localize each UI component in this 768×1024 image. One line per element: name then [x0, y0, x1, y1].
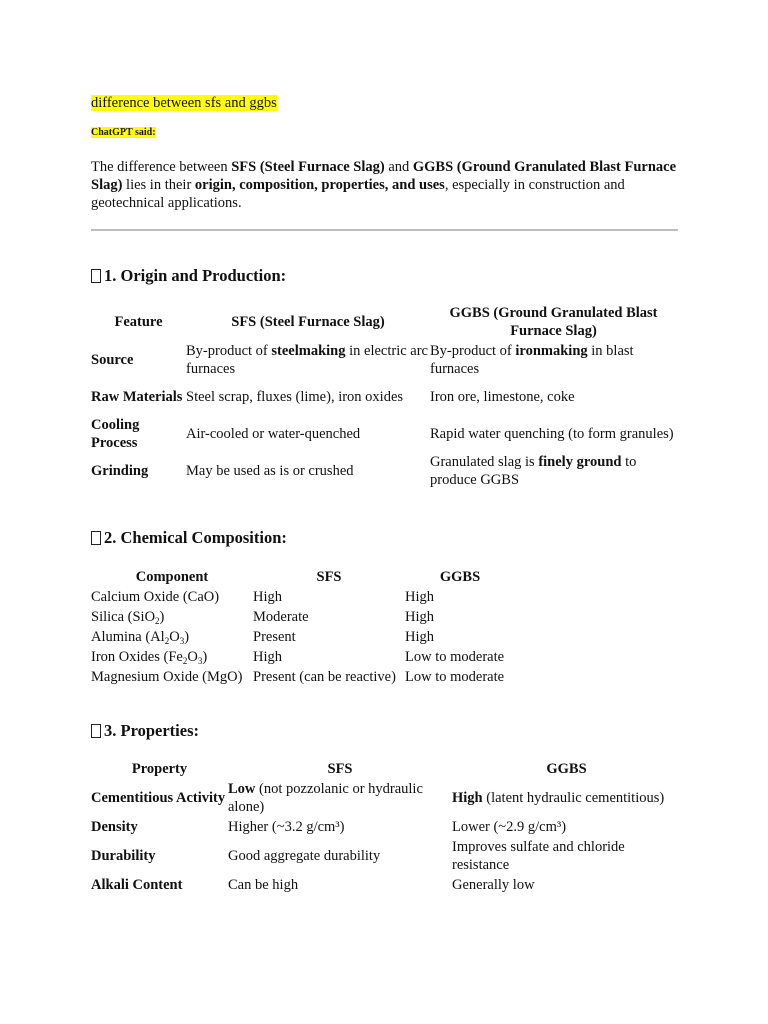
ggbs-cell — [430, 341, 677, 378]
sfs-cell: High — [253, 649, 282, 665]
prompt-text: difference between sfs and ggbs — [91, 95, 277, 111]
cell-bold: steelmaking — [271, 342, 346, 359]
sfs-cell: Present — [253, 629, 296, 645]
sfs-cell: High — [253, 589, 282, 605]
row-label: Alkali Content — [91, 877, 183, 893]
sfs-cell: Good aggregate durability — [228, 848, 381, 864]
cell-text: in blast furnaces — [430, 342, 634, 377]
row-label: Density — [91, 819, 138, 835]
table-header-row — [91, 567, 515, 587]
table-row — [91, 627, 515, 647]
cell-text: O — [169, 629, 180, 645]
cell-bold: Low — [228, 781, 256, 797]
row-label: Grinding — [91, 462, 149, 479]
cell-text: ) — [202, 649, 208, 665]
intro-text: lies in their — [122, 177, 195, 193]
row-label: Cementitious Activity — [91, 790, 226, 806]
table-row — [91, 452, 677, 489]
missing-glyph-icon — [91, 724, 101, 738]
ggbs-cell: High — [405, 629, 434, 645]
table-row — [91, 779, 681, 817]
ggbs-cell: Rapid water quenching (to form granules) — [430, 425, 674, 442]
row-label: Source — [91, 351, 134, 368]
ggbs-cell: Low to moderate — [405, 669, 505, 685]
sfs-cell: May be used as is or crushed — [186, 462, 354, 479]
row-label: Cooling Process — [91, 416, 140, 451]
component-cell: Calcium Oxide (CaO) — [91, 589, 220, 605]
ggbs-cell: Generally low — [452, 877, 535, 893]
header-ggbs: GGBS — [546, 761, 587, 777]
user-prompt — [91, 94, 277, 112]
header-property: Property — [131, 761, 188, 777]
cell-text: By-product of — [430, 342, 516, 359]
table-row — [91, 341, 677, 378]
table-row — [91, 647, 515, 667]
ggbs-cell — [452, 779, 681, 817]
component-cell — [91, 647, 253, 667]
table-header-row — [91, 303, 677, 341]
table-row — [91, 415, 677, 452]
cell-text: O — [187, 649, 198, 665]
cell-text: (latent hydraulic cementitious) — [482, 790, 665, 806]
cell-text: to produce GGBS — [430, 453, 637, 488]
origin-table — [91, 303, 677, 489]
cell-text: ) — [159, 609, 165, 625]
cell-text: (not pozzolanic or hydraulic alone) — [228, 781, 423, 815]
ggbs-cell: Lower (~2.9 g/cm³) — [452, 819, 567, 835]
header-feature: Feature — [114, 314, 163, 330]
component-cell — [91, 607, 253, 627]
sfs-cell — [228, 779, 452, 817]
cell-bold: High — [452, 790, 483, 806]
cell-bold: ironmaking — [515, 342, 588, 359]
ggbs-cell: Improves sulfate and chloride resistance — [452, 839, 625, 873]
intro-text: , especially in construction and geotechnical applications. — [91, 177, 625, 211]
intro-bold-ggbs: GGBS (Ground Granulated Blast Furnace Slag) — [91, 159, 677, 193]
table-row — [91, 587, 515, 607]
header-ggbs: GGBS (Ground Granulated Blast Furnace Slag) — [449, 305, 658, 339]
section-heading-origin — [91, 266, 286, 286]
table-row — [91, 817, 681, 837]
component-cell: Magnesium Oxide (MgO) — [91, 669, 243, 685]
properties-table — [91, 759, 681, 895]
subscript: 2 — [182, 656, 188, 666]
sfs-cell: Present (can be reactive) — [253, 669, 396, 685]
cell-text: By-product of — [186, 342, 272, 359]
table-header-row — [91, 759, 681, 779]
sfs-cell: Air-cooled or water-quenched — [186, 425, 361, 442]
header-ggbs: GGBS — [439, 569, 481, 585]
heading-text: 3. Properties: — [104, 721, 199, 740]
header-sfs: SFS — [327, 761, 353, 777]
intro-text: The difference between — [91, 159, 232, 175]
sfs-cell: Can be high — [228, 877, 299, 893]
cell-text: ) — [184, 629, 190, 645]
said-label-text: ChatGPT said: — [91, 127, 156, 138]
cell-text: Granulated slag is — [430, 453, 539, 470]
table-row — [91, 378, 677, 415]
sfs-cell: Higher (~3.2 g/cm³) — [228, 819, 345, 835]
section-heading-chemical — [91, 528, 287, 548]
missing-glyph-icon — [91, 269, 101, 283]
horizontal-divider — [91, 229, 678, 231]
table-row — [91, 837, 681, 875]
ggbs-cell: High — [405, 589, 434, 605]
cell-text: Silica (SiO — [91, 609, 156, 625]
table-row — [91, 667, 515, 687]
table-row — [91, 875, 681, 895]
ggbs-cell: High — [405, 609, 434, 625]
missing-glyph-icon — [91, 531, 101, 545]
header-component: Component — [135, 569, 209, 585]
intro-bold-aspects: origin, composition, properties, and uses — [194, 177, 445, 193]
section-heading-properties — [91, 721, 199, 741]
ggbs-cell: Low to moderate — [405, 649, 505, 665]
chemical-table — [91, 567, 515, 687]
cell-text: Alumina (Al — [91, 629, 165, 645]
cell-bold: finely ground — [538, 453, 622, 470]
subscript: 2 — [155, 616, 160, 626]
sfs-cell: Steel scrap, fluxes (lime), iron oxides — [186, 388, 404, 405]
header-sfs: SFS (Steel Furnace Slag) — [231, 314, 385, 330]
ggbs-cell: Iron ore, limestone, coke — [430, 388, 575, 405]
heading-text: 1. Origin and Production: — [104, 266, 287, 285]
table-row — [91, 607, 515, 627]
row-label: Durability — [91, 848, 156, 864]
component-cell — [91, 627, 253, 647]
intro-text: and — [384, 159, 413, 175]
assistant-label — [91, 126, 156, 140]
sfs-cell — [186, 341, 430, 378]
sfs-cell: Moderate — [253, 609, 309, 625]
intro-bold-sfs: SFS (Steel Furnace Slag) — [231, 159, 385, 175]
header-sfs: SFS — [316, 569, 342, 585]
ggbs-cell — [430, 452, 677, 489]
cell-text: in electric arc furnaces — [186, 342, 428, 377]
row-label: Raw Materials — [91, 388, 183, 405]
intro-paragraph — [91, 158, 691, 212]
heading-text: 2. Chemical Composition: — [104, 528, 287, 547]
subscript: 2 — [164, 636, 170, 646]
cell-text: Iron Oxides (Fe — [91, 649, 183, 665]
subscript: 3 — [197, 656, 203, 666]
subscript: 3 — [179, 636, 185, 646]
